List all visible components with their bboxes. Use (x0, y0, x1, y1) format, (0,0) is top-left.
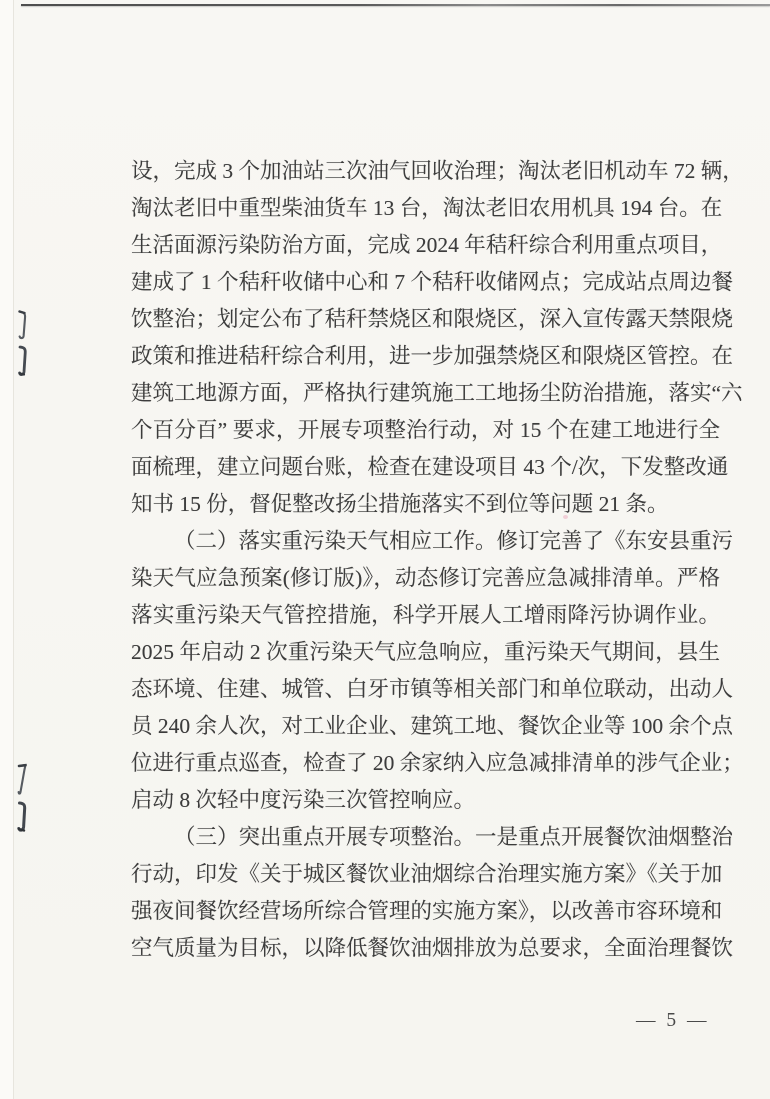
body-text-line: 空气质量为目标，以降低餐饮油烟排放为总要求，全面治理餐饮 (131, 936, 734, 960)
binding-staple-marks-top (16, 310, 29, 377)
body-text-line: 态环境、住建、城管、白牙市镇等相关部门和单位联动，出动人 (131, 677, 734, 701)
body-text-line: 建成了 1 个秸秆收储中心和 7 个秸秆收储网点；完成站点周边餐 (131, 270, 734, 294)
body-text-line paragraph-end: 启动 8 次轻中度污染三次管控响应。 (131, 788, 476, 812)
body-text-line: 2025 年启动 2 次重污染天气应急响应，重污染天气期间，县生 (131, 640, 720, 664)
body-text-line: 强夜间餐饮经营场所综合管理的实施方案》，以改善市容环境和 (131, 899, 723, 923)
body-text-line paragraph-start: （二）落实重污染天气相应工作。修订完善了《东安县重污 (174, 529, 734, 553)
body-text-line: 染天气应急预案(修订版)》，动态修订完善应急减排清单。严格 (131, 566, 720, 590)
body-text-line: 淘汰老旧中重型柴油货车 13 台，淘汰老旧农用机具 194 台。在 (131, 196, 723, 220)
body-text-line: 落实重污染天气管控措施，科学开展人工增雨降污协调作业。 (131, 603, 720, 627)
staple-mark-icon (16, 345, 29, 377)
body-text-line: 设，完成 3 个加油站三次油气回收治理；淘汰老旧机动车 72 辆， (131, 159, 744, 183)
body-text-line: 面梳理，建立问题台账，检查在建设项目 43 个/次，下发整改通 (131, 455, 729, 479)
page-number: — 5 — (636, 1010, 710, 1031)
body-text-line: 个百分百” 要求，开展专项整治行动，对 15 个在建工地进行全 (131, 418, 720, 442)
document-body-text (131, 153, 744, 967)
body-text-line: 饮整治；划定公布了秸秆禁烧区和限烧区，深入宣传露天禁限烧 (131, 307, 734, 331)
body-text-line: 行动，印发《关于城区餐饮业油烟综合治理实施方案》《关于加 (131, 862, 723, 886)
binding-staple-marks-bottom (15, 763, 29, 833)
body-text-line: 生活面源污染防治方面，完成 2024 年秸秆综合利用重点项目， (131, 233, 723, 257)
staple-mark-icon (15, 801, 29, 833)
scan-left-edge (0, 0, 14, 1099)
body-text-line: 建筑工地源方面，严格执行建筑施工工地扬尘防治措施，落实“六 (131, 381, 743, 405)
body-text-line paragraph-end: 知书 15 份，督促整改扬尘措施落实不到位等问题 21 条。 (131, 492, 669, 516)
staple-mark-icon (16, 310, 29, 340)
body-text-line: 政策和推进秸秆综合利用，进一步加强禁烧区和限烧区管控。在 (131, 344, 734, 368)
body-text-line: 位进行重点巡查，检查了 20 余家纳入应急减排清单的涉气企业； (131, 751, 744, 775)
body-text-line paragraph-start: （三）突出重点开展专项整治。一是重点开展餐饮油烟整治 (174, 825, 734, 849)
staple-mark-icon (15, 763, 29, 796)
scan-edge-line (21, 4, 770, 6)
body-text-line: 员 240 余人次，对工业企业、建筑工地、餐饮企业等 100 余个点 (131, 714, 734, 738)
